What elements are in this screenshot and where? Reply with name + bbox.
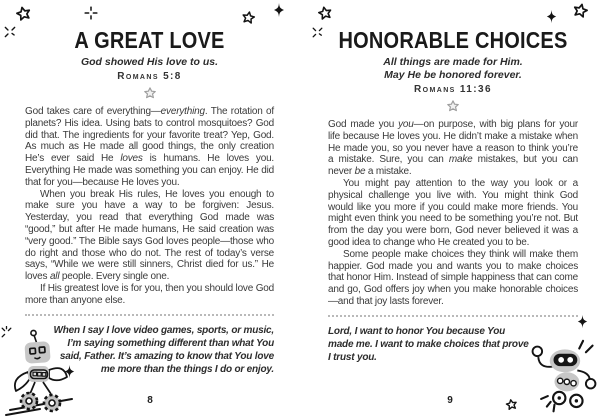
verse-text: All things are made for Him. May He be honored forever. [383, 56, 523, 81]
four-point-star-icon [62, 364, 77, 379]
left-page-header [25, 30, 274, 100]
four-point-star-icon [575, 314, 590, 329]
paragraph: Some people make choices they think will make them happier. God made you and wants you to make choices that honor Him. Instead of simple happiness that can come and go, God offers joy when you make honorable choices—and that joy lasts forever. [328, 248, 578, 307]
paragraph: God takes care of everything—everything. The rotation of planets? His idea. Using bats to control mosquitoes? God did that. The ingredients for your favorite treat? Yep, God. As much as He made all good things, the only creation He’s ever said He loves is humans. He loves you. Everything He made was something you can enjoy. He did that for you—because He loves you. [25, 106, 275, 188]
verse-reference: Romans 5:8 [117, 71, 182, 82]
page-number: 9 [447, 395, 453, 406]
page-title: HONORABLE CHOICES [338, 28, 568, 54]
dotted-divider [25, 314, 274, 316]
verse-reference: Romans 11:36 [414, 84, 492, 95]
page-number: 8 [147, 395, 153, 406]
paragraph: When you break His rules, He loves you enough to make sure you have a way to be forgiven: Jesus. Yesterday, you read that everything God made was “good,” but after He made humans, He said creation was “very good.” The Bible says God loves people—those who do right and those who do not. The rest of today’s verse says, “While we were still sinners, Christ died for us.” He loves all people. Every single one. [25, 188, 274, 283]
devotional-body [25, 106, 274, 307]
prayer-text: Lord, I want to honor You because You made me. I want to make choices that prove I trust you. [328, 325, 529, 363]
paragraph: God made you you—on purpose, with big plans for your life because He loves you. He didn’t make a mistake when He made you, so you never have a reason to think you’re a mistake. Sure, you can make mistakes, but you can never be a mistake. [328, 119, 578, 178]
star-doodle-icon [504, 397, 519, 412]
page-title: A GREAT LOVE [74, 28, 225, 54]
verse-text: God showed His love to us. [80, 56, 219, 68]
paragraph: If His greatest love is for you, then you should love God more than anyone else. [25, 282, 274, 306]
devotional-body [328, 119, 578, 308]
robot-waving-icon [524, 338, 600, 418]
right-page-header [328, 30, 578, 113]
prayer-text: When I say I love video games, sports, or music, I’m saying something different than what You said, Father. It’s amazing to know that You love me more than the things I do or enjoy. [53, 324, 274, 375]
star-ornament-icon [328, 99, 578, 113]
paragraph: You might pay attention to the way you look or a physical challenge you live with. You might think God would like you more if you could make more friends. You might even think you need to be something you’re not. But from the day you were born, God never believed it was a good idea to change who He created you to be. [328, 177, 578, 248]
dotted-divider [328, 315, 578, 317]
star-ornament-icon [25, 86, 274, 100]
